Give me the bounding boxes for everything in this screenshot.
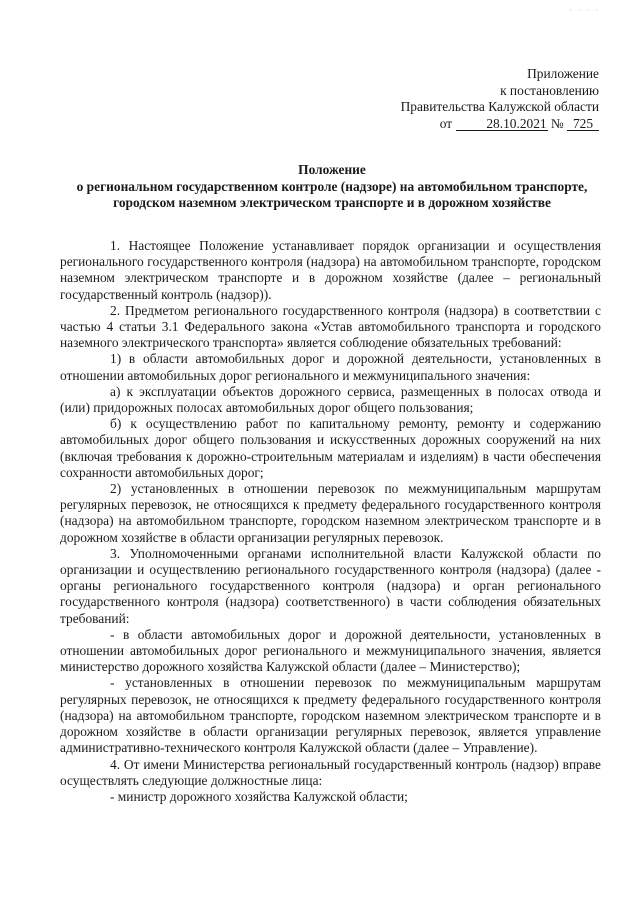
paragraph: - установленных в отношении перевозок по межмуниципальным маршрутам регулярных перевозок, не относящихся к предмету федерального государственного контроля (надзора) на автомобильном транспорте, городском наземном электрическом транспорте и в дорожном хозяйстве в области организации регулярных перевозок, является управление административно-технического контроля Калужской области (далее – Управление). <box>60 675 601 756</box>
annex-line-3: Правительства Калужской области <box>400 99 599 115</box>
corner-marks: · · · · <box>569 6 600 15</box>
document-title <box>60 162 604 212</box>
annex-from-label: от <box>439 115 453 131</box>
annex-line-2: к постановлению <box>500 82 599 98</box>
annex-number-label: № <box>550 115 564 131</box>
paragraph: а) к эксплуатации объектов дорожного сервиса, размещенных в полосах отвода и (или) придорожных полосах автомобильных дорог общего пользования; <box>60 383 601 416</box>
annex-number: 725 <box>567 117 599 131</box>
paragraph: 3. Уполномоченными органами исполнительной власти Калужской области по организации и осуществлению регионального государственного контроля (надзора) (далее - органы регионального государственного контроля (надзора) и орган регионального государственного контроля (надзора) соответственного) в части соблюдения обязательных требований: <box>60 545 601 626</box>
paragraph: б) к осуществлению работ по капитальному ремонту, ремонту и содержанию автомобильных дорог общего пользования и искусственных дорожных сооружений на них (включая требования к дорожно-строительным материалам и изделиям) в части обеспечения сохранности автомобильных дорог; <box>60 416 601 480</box>
annex-date: 28.10.2021 <box>456 117 548 131</box>
paragraph: 4. От имени Министерства региональный государственный контроль (надзор) вправе осуществлять следующие должностные лица: <box>60 756 601 788</box>
paragraph: 1) в области автомобильных дорог и дорожной деятельности, установленных в отношении автомобильных дорог регионального и межмуниципального значения: <box>60 351 601 383</box>
document-body <box>60 238 601 805</box>
title-line-2: о региональном государственном контроле (надзоре) на автомобильном транспорте, <box>76 178 588 194</box>
annex-header <box>401 66 599 132</box>
paragraph: 2) установленных в отношении перевозок по межмуниципальным маршрутам регулярных перевозок, не относящихся к предмету федерального государственного контроля (надзора) на автомобильном транспорте, городском наземном электрическом транспорте и в дорожном хозяйстве в области организации регулярных перевозок. <box>60 481 601 545</box>
title-line-1: Положение <box>298 162 366 177</box>
annex-line-1: Приложение <box>527 66 599 81</box>
paragraph: - министр дорожного хозяйства Калужской области; <box>110 788 408 804</box>
paragraph: 2. Предметом регионального государственного контроля (надзора) в соответствии с частью 4 статьи 3.1 Федерального закона «Устав автомобильного транспорта и городского наземного электрического транспорта» является соблюдение обязательных требований: <box>60 302 601 351</box>
title-line-3: городском наземном электрическом транспорте и в дорожном хозяйстве <box>113 195 551 211</box>
paragraph: - в области автомобильных дорог и дорожной деятельности, установленных в отношении автомобильных дорог регионального и межмуниципального значения, является министерство дорожного хозяйства Калужской области (далее – Министерство); <box>60 626 601 675</box>
annex-date-line <box>401 116 599 133</box>
paragraph: 1. Настоящее Положение устанавливает порядок организации и осуществления регионального государственного контроля (надзора) на автомобильном транспорте, городском наземном электрическом транспорте и в дорожном хозяйстве (далее – региональный государственный контроль (надзор)). <box>60 238 601 302</box>
